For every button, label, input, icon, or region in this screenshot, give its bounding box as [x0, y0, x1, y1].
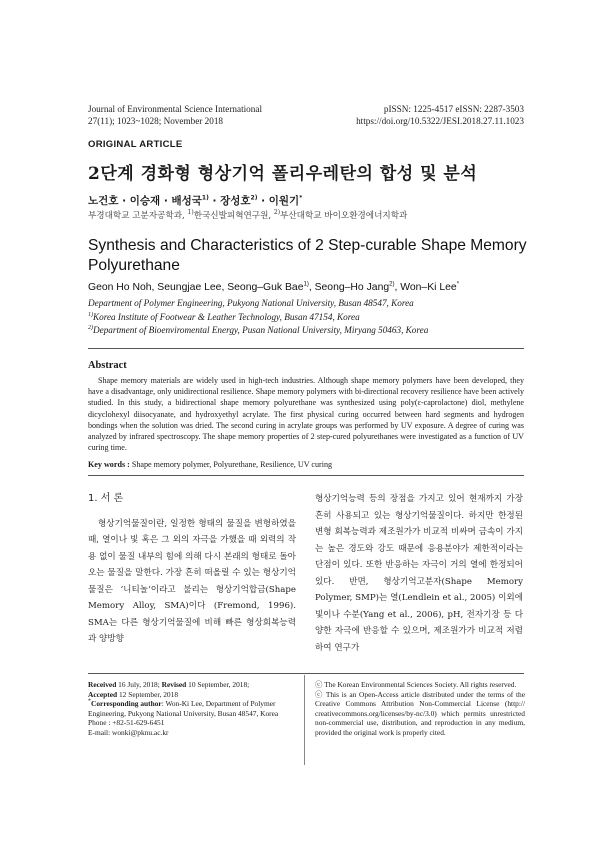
- en-authors-sup3: *: [456, 281, 460, 288]
- received-line: [88, 680, 288, 690]
- body-paragraph-left: 형상기억물질이란, 일정한 형태의 물질을 변형하였을 때, 열이나 빛 혹은 그 외의 자극을 가했을 때 외력의 작용 없이 물질 내부의 힘에 의해 다시 본래의 형태로 돌아오는 물질을 말한다. 가장 흔히 떠올릴 수 있는 형상기억 물질은 ‘니티놀’이라고 불리는 형상기억합금(Shape Memory Alloy, SMA)이다 (Fremond, 1996). SMA는 다른 형상기억물질에 비해 빠른 형상회복능력과 양방향: [88, 518, 296, 644]
- license-notice: ⓒ This is an Open-Access article distributed under the terms of the Creative Commons Attribution Non-Commercial License (http:// creativecommons.org/licenses/by-nc/3.0) which permits unrestricted non-commercial use, distribution, and reproduction in any medium, provided the original work is properly cited.: [315, 689, 525, 737]
- revised-label: Revised: [161, 680, 187, 689]
- body-column-left: [88, 491, 296, 648]
- affiliation-1-text: Korea Institute of Footwear & Leather Technology, Busan 47154, Korea: [93, 311, 360, 322]
- keywords: [88, 460, 332, 469]
- copyright-notice: ⓒ The Korean Environmental Sciences Society. All rights reserved.: [315, 680, 517, 689]
- en-authors-part1: Geon Ho Noh, Seungjae Lee, Seong–Guk Bae: [88, 282, 304, 293]
- email[interactable]: E-mail: wonki@pknu.ac.kr: [88, 727, 169, 737]
- divider-top: [88, 348, 524, 349]
- doi-link[interactable]: https://doi.org/10.5322/JESI.2018.27.11.1023: [356, 115, 524, 126]
- ko-authors-part3: · 이원기: [257, 195, 300, 207]
- ko-affil-part1: 부경대학교 고분자공학과,: [88, 211, 188, 221]
- ko-affil-part3: 부산대학교 바이오환경에너지학과: [280, 211, 408, 221]
- ko-authors-sup2: 2): [250, 194, 258, 202]
- korean-title: 2단계 경화형 형상기억 폴리우레탄의 합성 및 분석: [88, 164, 478, 184]
- affiliation-1-sup: 1): [88, 311, 93, 318]
- received-label: Received: [88, 680, 117, 689]
- abstract-heading: Abstract: [88, 360, 127, 371]
- ko-affil-sup1: 1): [187, 209, 194, 217]
- en-authors-sup2: 2): [389, 281, 395, 288]
- phone: Phone : +82-51-629-6451: [88, 718, 165, 728]
- affiliation-1: [88, 311, 528, 324]
- accepted-date: 12 September, 2018: [117, 689, 179, 699]
- divider-keywords: [88, 475, 524, 476]
- journal-ids: [356, 104, 524, 127]
- corr-text: : Won-Ki Lee, Department of Polymer Engineering, Pukyong National University, Busan 48547, Korea: [88, 699, 279, 718]
- affiliation-2: [88, 324, 528, 337]
- keywords-label: Key words :: [88, 460, 132, 469]
- korean-authors: [88, 193, 302, 208]
- ko-authors-part1: 노건호 · 이승재 · 배성국: [88, 195, 202, 207]
- ko-affil-part2: 한국신발피혁연구원,: [193, 211, 274, 221]
- ko-authors-sup3: *: [299, 194, 303, 202]
- affiliation-2-sup: 2): [88, 324, 93, 331]
- ko-authors-sup1: 1): [201, 194, 209, 202]
- journal-volume: 27(11); 1023~1028; November 2018: [88, 115, 224, 126]
- english-affiliations: [88, 297, 528, 338]
- abstract-text: Shape memory materials are widely used in high-tech industries. Although shape memory polymers have been developed, they have a disadvantage, only unidirectional resilience. Shape memory polymers with bi-directional recovery resilience have been actively studied. In this study, a bidirectional shape memory polyurethane was synthesized using poly(ε-caprolactone) diol, methylene dicyclohexyl diisocyanate, and hydroxyethyl acrylate. The first physical curing occurred between hard segments and hydrogen bondings when the solution was dried. The second curing in acrylate groups was performed by UV exposure. A degree of curing was analyzed by infrared spectroscopy. The shape memory properties of 2 step-cured polyurethanes were investigated as a function of UV curing time.: [88, 376, 524, 453]
- body-paragraph-right: 형상기억능력 등의 장점을 가지고 있어 현재까지 가장 흔히 사용되고 있는 형상기억물질이다. 하지만 한정된 변형 회복능력과 제조원가가 비교적 비싸며 금속이 가지는 높은 경도와 강도 때문에 응용분야가 제한적이라는 단점이 있다. 또한 반응하는 자극이 거의 열에 한정되어 있다. 반면, 형상기억고분자(Shape Memory Polymer, SMP)는 열(Lendlein et al., 2005) 이외에 빛이나 수분(Yang et al., 2006), pH, 전자기장 등 다양한 자극에 반응할 수 있으며, 제조원가가 비교적 저렴하여 연구가: [315, 494, 523, 653]
- en-authors-sup1: 1): [303, 281, 309, 288]
- body-column-right: [315, 491, 523, 656]
- ko-authors-part2: · 장성호: [208, 195, 251, 207]
- en-authors-part3: , Won–Ki Lee: [394, 282, 457, 293]
- footnote-left: [88, 680, 288, 738]
- english-authors: [88, 282, 459, 293]
- issn: pISSN: 1225-4517 eISSN: 2287-3503: [383, 104, 524, 114]
- corr-sup: *: [88, 698, 91, 705]
- article-type: ORIGINAL ARTICLE: [88, 139, 183, 150]
- en-authors-part2: , Seong–Ho Jang: [308, 282, 390, 293]
- section-heading: 1. 서 론: [88, 493, 124, 504]
- received-date: 16 July, 2018;: [116, 680, 162, 689]
- corresponding-author: [88, 699, 288, 718]
- divider-footnote: [88, 673, 524, 674]
- revised-date: 10 September, 2018;: [186, 680, 250, 689]
- corr-label: Corresponding author: [91, 699, 162, 709]
- ko-affil-sup2: 2): [273, 209, 281, 217]
- korean-affiliations: [88, 209, 407, 221]
- journal-header: [88, 104, 262, 127]
- affiliation-0: Department of Polymer Engineering, Pukyong National University, Busan 48547, Korea: [88, 298, 414, 308]
- accepted-label: Accepted: [88, 689, 118, 699]
- footnote-separator: [304, 675, 305, 765]
- accepted-line: [88, 690, 288, 700]
- keywords-text: Shape memory polymer, Polyurethane, Resilience, UV curing: [131, 460, 333, 469]
- affiliation-2-text: Department of Bioenviromental Energy, Pusan National University, Miryang 50463, Korea: [93, 325, 429, 335]
- footnote-right: [315, 680, 525, 738]
- english-title: Synthesis and Characteristics of 2 Step-curable Shape Memory Polyurethane: [88, 237, 527, 274]
- journal-name: Journal of Environmental Science International: [88, 104, 262, 114]
